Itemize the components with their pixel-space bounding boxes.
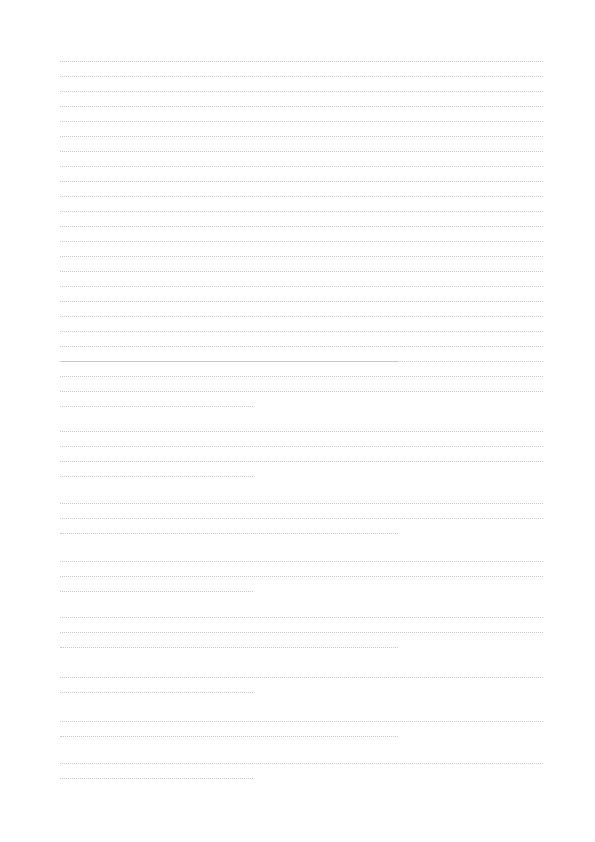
text-line <box>60 365 543 377</box>
text-line <box>60 80 543 92</box>
text-line <box>60 125 543 137</box>
text-line <box>60 245 543 257</box>
reason-2 <box>60 606 543 651</box>
text-line <box>60 65 543 77</box>
text-line <box>60 305 543 317</box>
text-line <box>60 606 543 618</box>
text-line <box>60 215 543 227</box>
text-line <box>60 767 253 779</box>
text-line <box>60 110 543 122</box>
text-line <box>60 395 253 407</box>
text-line <box>60 380 543 392</box>
text-line <box>60 200 543 212</box>
text-line <box>60 290 543 302</box>
text-line <box>60 636 398 648</box>
text-line <box>60 681 253 693</box>
text-line <box>60 522 398 534</box>
paragraph <box>60 492 543 537</box>
text-line <box>60 320 543 332</box>
text-line <box>60 450 543 462</box>
text-line <box>60 621 543 633</box>
text-line <box>60 507 543 519</box>
text-line <box>60 185 543 197</box>
text-line <box>60 140 543 152</box>
text-line <box>60 752 543 764</box>
text-line <box>60 435 543 447</box>
text-line <box>60 550 543 562</box>
reason-1 <box>60 550 543 595</box>
text-line <box>60 275 543 287</box>
text-line <box>60 230 543 242</box>
text-line <box>60 465 253 477</box>
text-line <box>60 725 398 737</box>
text-line <box>60 260 543 272</box>
text-line <box>60 170 543 182</box>
text-line <box>60 565 543 577</box>
text-line <box>60 580 253 592</box>
reason-4 <box>60 710 543 740</box>
reason-5 <box>60 752 543 782</box>
list-items <box>60 420 543 480</box>
text-line <box>60 492 543 504</box>
text-line <box>60 155 543 167</box>
text-line <box>60 50 543 62</box>
text-line <box>60 666 543 678</box>
text-line <box>60 350 543 362</box>
text-line <box>60 95 543 107</box>
text-line <box>60 335 543 347</box>
opening-paragraph <box>60 50 543 365</box>
text-line <box>60 710 543 722</box>
text-line <box>60 420 543 432</box>
section-paragraph <box>60 350 543 410</box>
reason-3 <box>60 666 543 696</box>
